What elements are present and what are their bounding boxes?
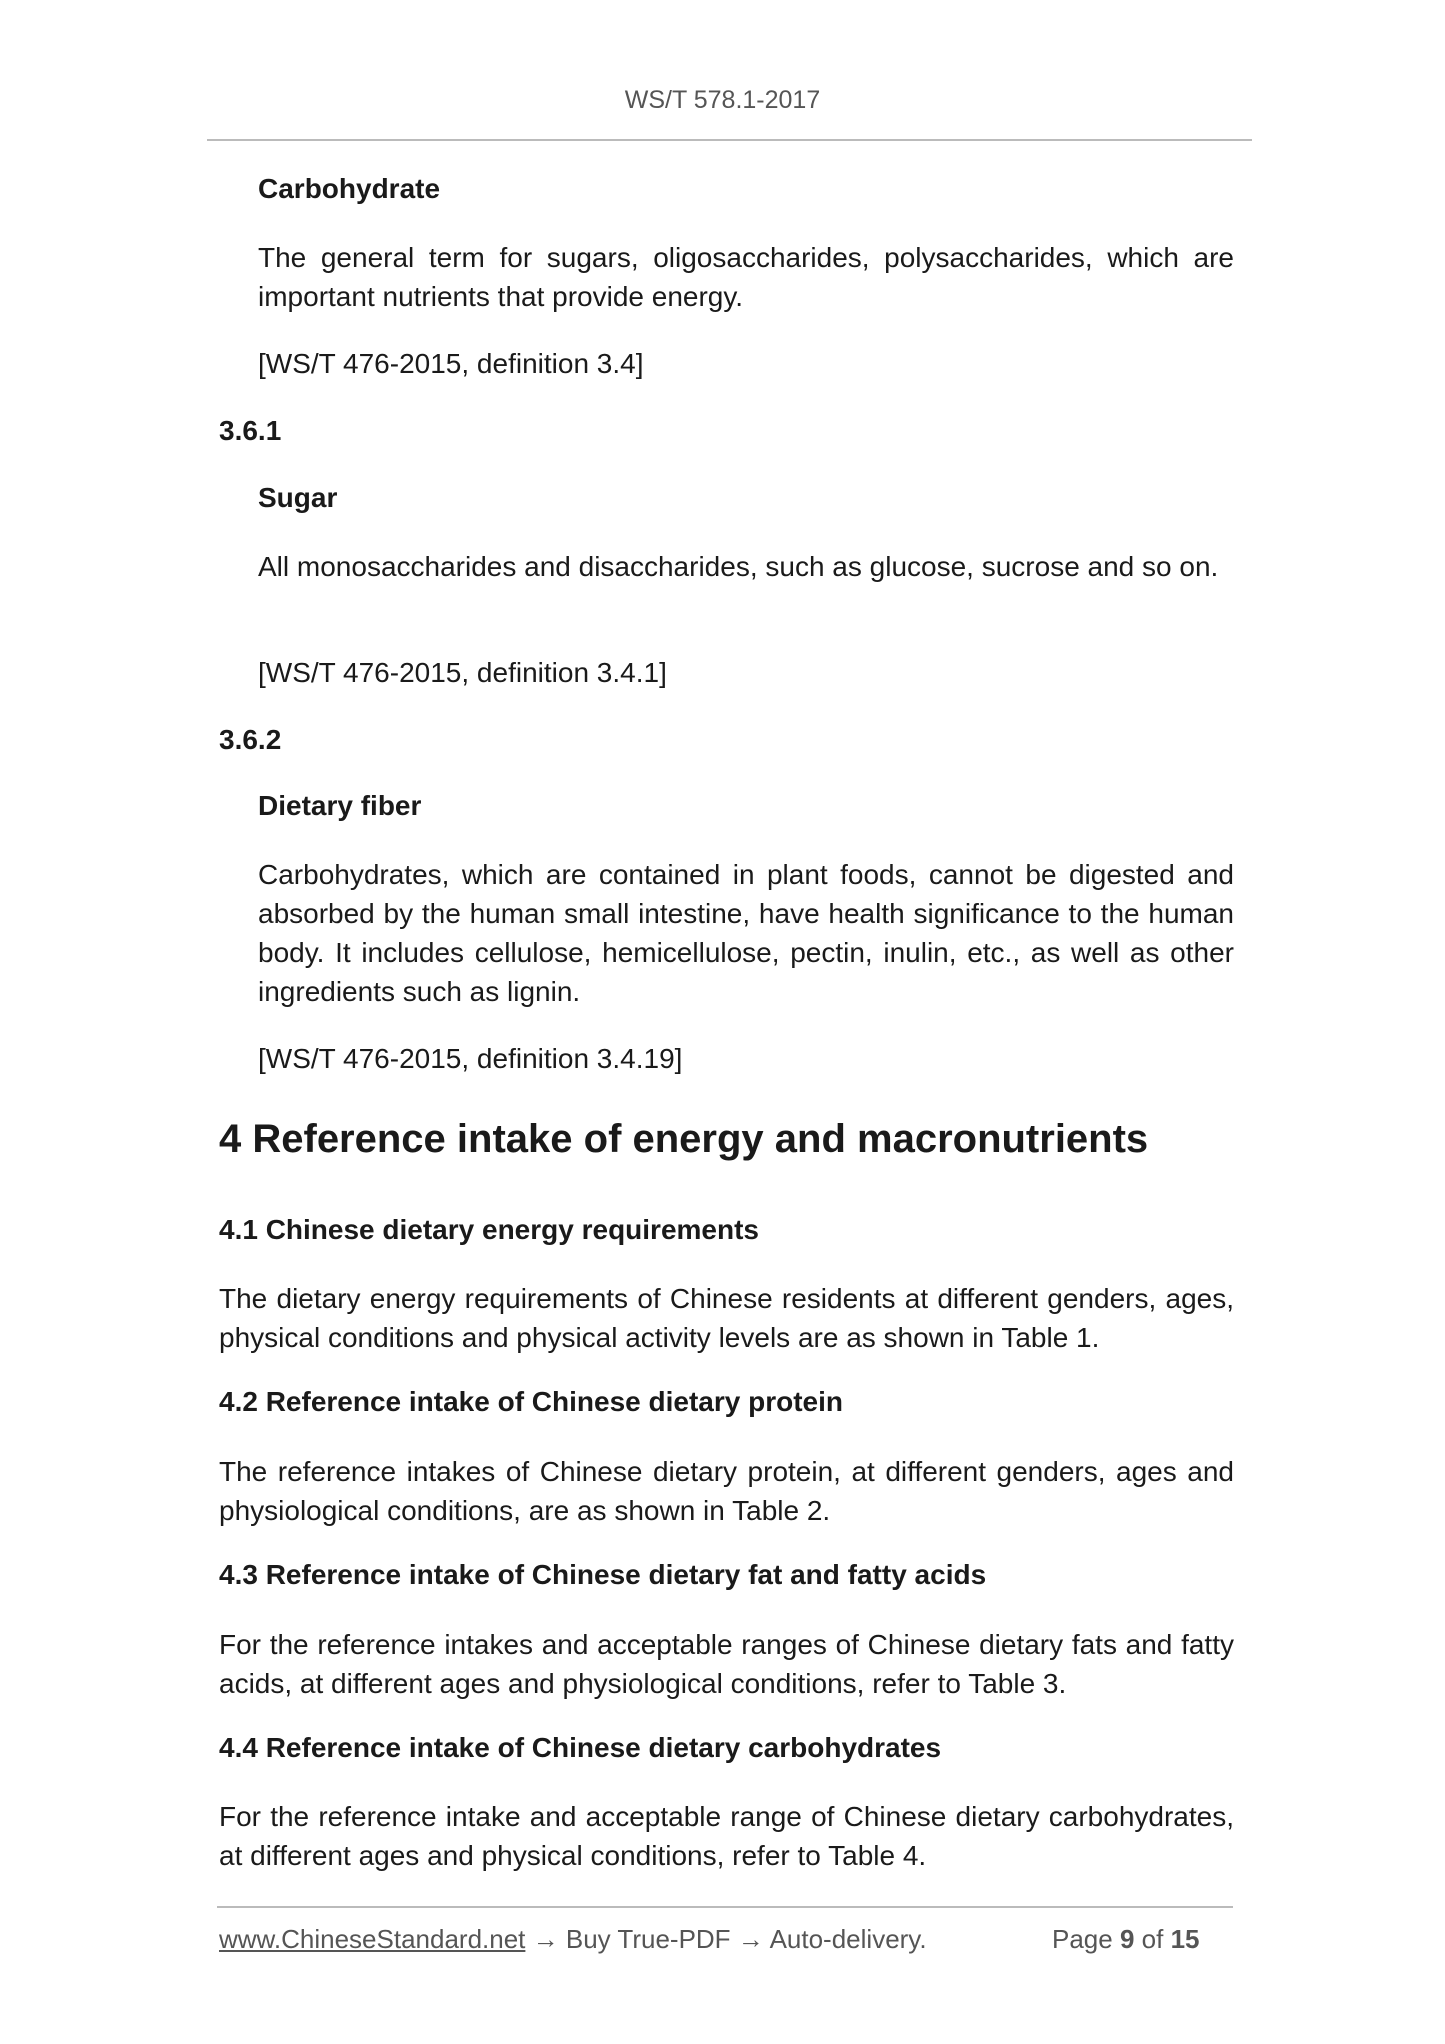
- definition-carbohydrate: The general term for sugars, oligosaccharides, polysaccharides, which are important nutrients that provide energy.: [258, 242, 1234, 312]
- source-sugar: [WS/T 476-2015, definition 3.4.1]: [258, 657, 667, 688]
- term-sugar: Sugar: [258, 482, 338, 513]
- of-label: of: [1141, 1924, 1164, 1954]
- section-4-4-text: For the reference intake and acceptable range of Chinese dietary carbohydrates, at different ages and physical conditions, refer to Table 4.: [219, 1801, 1234, 1871]
- source-carbohydrate: [WS/T 476-2015, definition 3.4]: [258, 348, 644, 379]
- page-indicator: [1052, 1924, 1200, 1955]
- document-code-header: WS/T 578.1-2017: [624, 86, 821, 114]
- clause-number-3-6-1: 3.6.1: [219, 415, 282, 446]
- page-total: 15: [1170, 1924, 1200, 1954]
- source-dietary-fiber: [WS/T 476-2015, definition 3.4.19]: [258, 1043, 683, 1074]
- footer-promo: [219, 1924, 927, 1955]
- section-4-title: 4 Reference intake of energy and macronutrients: [219, 1117, 1149, 1161]
- section-4-1-text: The dietary energy requirements of Chinese residents at different genders, ages, physical conditions and physical activity levels are as shown in Table 1.: [219, 1283, 1234, 1353]
- definition-sugar: All monosaccharides and disaccharides, such as glucose, sucrose and so on.: [258, 551, 1219, 582]
- section-4-1-heading: 4.1 Chinese dietary energy requirements: [219, 1214, 759, 1245]
- page-number: 9: [1119, 1924, 1135, 1954]
- section-4-3-text: For the reference intakes and acceptable ranges of Chinese dietary fats and fatty acids, at different ages and physiological conditions, refer to Table 3.: [219, 1629, 1234, 1699]
- section-4-2-text: The reference intakes of Chinese dietary protein, at different genders, ages and physiological conditions, are as shown in Table 2.: [219, 1456, 1234, 1526]
- footer-tagline: → Buy True-PDF → Auto-delivery.: [525, 1924, 927, 1954]
- definition-dietary-fiber: Carbohydrates, which are contained in plant foods, cannot be digested and absorbed by the human small intestine, have health significance to the human body. It includes cellulose, hemicellulose, pectin, inulin, etc., as well as other ingredients such as lignin.: [258, 859, 1234, 1007]
- section-4-2-heading: 4.2 Reference intake of Chinese dietary protein: [219, 1386, 843, 1417]
- website-link[interactable]: www.ChineseStandard.net: [219, 1924, 526, 1954]
- header-rule: [207, 139, 1252, 141]
- page-label: Page: [1052, 1924, 1113, 1954]
- footer-rule: [217, 1906, 1233, 1908]
- clause-number-3-6-2: 3.6.2: [219, 724, 282, 755]
- term-carbohydrate: Carbohydrate: [258, 173, 441, 204]
- section-4-3-heading: 4.3 Reference intake of Chinese dietary fat and fatty acids: [219, 1559, 987, 1590]
- section-4-4-heading: 4.4 Reference intake of Chinese dietary carbohydrates: [219, 1732, 942, 1763]
- term-dietary-fiber: Dietary fiber: [258, 790, 422, 821]
